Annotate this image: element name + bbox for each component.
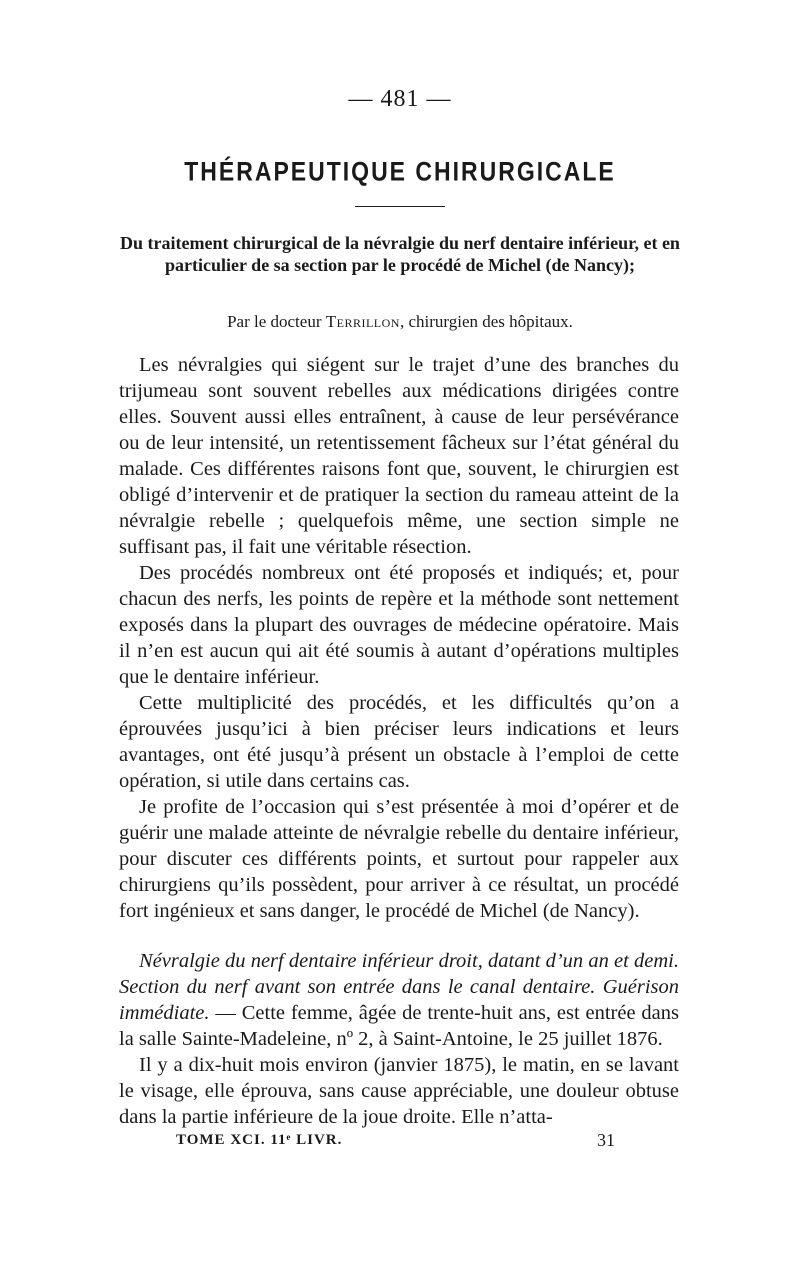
body-paragraph: Cette multiplicité des procédés, et les difficultés qu’on a éprouvées jusqu’ici à bien préciser leurs indications et leurs avantages, ont été jusqu’à présent un obstacle à l’emploi de cette opération, si utile dans certains cas. (119, 692, 679, 792)
section-title: THÉRAPEUTIQUE CHIRURGICALE (184, 155, 616, 187)
case-paragraph-2: Il y a dix-huit mois environ (janvier 1875), le matin, en se lavant le visage, elle éprouva, sans cause appréciable, une douleur obtuse dans la partie inférieure de la joue droite. Elle n’atta- (119, 1054, 679, 1128)
byline-author: Terrillon (325, 312, 400, 331)
byline-prefix: Par le docteur (227, 312, 322, 331)
page-number: — 481 — (348, 86, 452, 112)
case-text: — Cette femme, âgée de trente-huit ans, est entrée dans la salle Sainte-Madeleine, nº 2, à Saint-Antoine, le 25 juillet 1876. (119, 1002, 679, 1050)
article-body (119, 352, 679, 924)
article-title: Du traitement chirurgical de la névralgie du nerf dentaire inférieur, et en particulier de sa section par le procédé de Michel (de Nancy); (120, 233, 680, 275)
case-report (119, 948, 679, 1130)
body-paragraph: Je profite de l’occasion qui s’est présentée à moi d’opérer et de guérir une malade atteinte de névralgie rebelle du dentaire inférieur, pour discuter ces différents points, et surtout pour rappeler aux chirurgiens qu’ils possèdent, pour arriver à ce résultat, un procédé fort ingénieux et sans danger, le procédé de Michel (de Nancy). (119, 796, 679, 922)
case-paragraph (119, 948, 679, 1052)
case-heading: Névralgie du nerf dentaire inférieur droit, datant d’un an et demi. Section du nerf avant son entrée dans le canal dentaire. Guérison immédiate. (119, 950, 679, 1024)
body-paragraph: Les névralgies qui siégent sur le trajet d’une des branches du trijumeau sont souvent rebelles aux médications dirigées contre elles. Souvent aussi elles entraînent, à cause de leur persévérance ou de leur intensité, un retentissement fâcheux sur l’état général du malade. Ces différentes raisons font que, souvent, le chirurgien est obligé d’intervenir et de pratiquer la section du rameau atteint de la névralgie rebelle ; quelquefois même, une section simple ne suffisant pas, il fait une véritable résection. (119, 354, 679, 558)
byline-suffix: , chirurgien des hôpitaux. (399, 312, 573, 331)
title-divider (355, 206, 445, 207)
body-paragraph: Des procédés nombreux ont été proposés et indiqués; et, pour chacun des nerfs, les points de repère et la méthode sont nettement exposés dans la plupart des ouvrages de médecine opératoire. Mais il n’en est aucun qui ait été soumis à autant d’opérations multiples que le dentaire inférieur. (119, 562, 679, 688)
byline (120, 312, 680, 332)
volume-signature: TOME XCI. 11ᵉ LIVR. (176, 1132, 343, 1148)
sheet-number: 31 (597, 1130, 615, 1150)
